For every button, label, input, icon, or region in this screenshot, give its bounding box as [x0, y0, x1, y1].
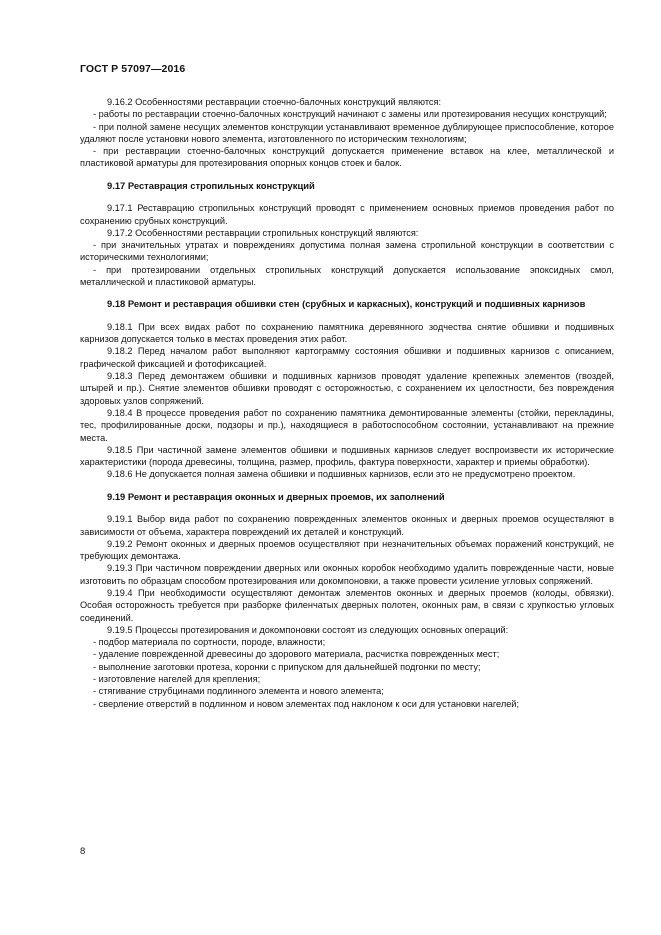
list-item: - стягивание струбцинами подлинного элемента и нового элемента;: [93, 686, 384, 697]
document-header: ГОСТ Р 57097—2016: [80, 63, 186, 75]
paragraph: 9.19.1 Выбор вида работ по сохранению поврежденных элементов оконных и дверных проемов осуществляют в зависимости от объема, характера повреждений их деталей и конструкций.: [80, 514, 614, 537]
list-item: - сверление отверстий в подлинном и новом элементах под наклоном к оси для установки нагелей;: [93, 698, 519, 709]
paragraph: 9.18.6 Не допускается полная замена обшивки и подшивных карнизов, если это не предусмотрено проектом.: [107, 469, 576, 480]
list-item: - удаление поврежденной древесины до здорового материала, расчистка поврежденных мест;: [93, 649, 500, 660]
paragraph: 9.17.2 Особенностями реставрации стропильных конструкций являются:: [107, 227, 419, 238]
list-item: - выполнение заготовки протеза, коронки с припуском для дальнейшей подгонки по месту;: [93, 661, 481, 672]
list-item: - при реставрации стоечно-балочных конструкций допускается применение вставок на клее, металлической и пластиковой арматуры для протезирования опорных концов стоек и балок.: [80, 146, 614, 169]
page-number: 8: [80, 846, 86, 857]
paragraph: 9.18.5 При частичной замене элементов обшивки и подшивных карнизов следует воспроизвести их исторические характеристики (порода древесины, толщина, размер, профиль, фактура поверхности, характер и приемы обработки).: [80, 444, 614, 468]
paragraph: 9.19.3 При частичном повреждении дверных или оконных коробок необходимо удалить поврежденные части, новые изготовить по образцам способом протезирования или докомпоновки, а также провести усиление угловых сопряжений.: [80, 563, 614, 586]
list-item: - работы по реставрации стоечно-балочных конструкций начинают с замены или протезирования несущих конструкций;: [93, 109, 607, 120]
document-body: [80, 96, 614, 710]
list-item: - при полной замене несущих элементов конструкции устанавливают временное дублирующее приспособление, которое удаляют после установки нового элемента, изготовленного по историческим технологиям;: [80, 121, 614, 144]
paragraph: 9.19.4 При необходимости осуществляют демонтаж элементов оконных и дверных проемов (колоды, обвязки). Особая осторожность требуется при разборке филенчатых дверных полотен, оконных рам, в связи с хрупкостью угловых соединений.: [80, 588, 614, 623]
paragraph: 9.18.1 При всех видах работ по сохранению памятника деревянного зодчества снятие обшивки и подшивных карнизов допускается только в местах проведения этих работ.: [80, 321, 614, 345]
paragraph: 9.19.2 Ремонт оконных и дверных проемов осуществляют при незначительных объемах поражений конструкций, не требующих демонтажа.: [80, 538, 614, 562]
list-item: - подбор материала по сортности, породе, влажности;: [93, 637, 326, 648]
section-heading: 9.17 Реставрация стропильных конструкций: [107, 179, 315, 191]
section-heading: 9.19 Ремонт и реставрация оконных и дверных проемов, их заполнений: [107, 490, 445, 502]
list-item: - изготовление нагелей для крепления;: [93, 674, 261, 685]
paragraph: 9.18.2 Перед началом работ выполняют картограмму состояния обшивки и подшивных карнизов с описанием, графической фиксацией и фотофиксацией.: [80, 346, 614, 369]
paragraph: 9.18.3 Перед демонтажем обшивки и подшивных карнизов проводят удаление крепежных элементов (гвоздей, штырей и пр.). Снятие элементов обшивки проводят с осторожностью, с сохранением их целостности, без повреждения здоровых узлов сопряжений.: [80, 371, 614, 406]
paragraph: 9.18.4 В процессе проведения работ по сохранению памятника демонтированные элементы (стойки, перекладины, тес, профилированные доски, подзоры и пр.), находящиеся в работоспособном состоянии, устанавливают на прежние места.: [80, 407, 614, 443]
section-heading: 9.18 Ремонт и реставрация обшивки стен (срубных и каркасных), конструкций и подшивных карнизов: [107, 298, 586, 310]
paragraph: 9.19.5 Процессы протезирования и докомпоновки состоят из следующих основных операций:: [107, 624, 509, 635]
paragraph: 9.16.2 Особенностями реставрации стоечно-балочных конструкций являются:: [107, 97, 442, 107]
paragraph: 9.17.1 Реставрацию стропильных конструкций проводят с применением основных приемов проведения работ по сохранению срубных конструкций.: [80, 203, 614, 226]
list-item: - при протезировании отдельных стропильных конструкций допускается использование эпоксидных смол, металлической и пластиковой арматуры.: [80, 264, 614, 288]
list-item: - при значительных утратах и повреждениях допустима полная замена стропильной конструкции в соответствии с историческими технологиями;: [80, 240, 614, 263]
